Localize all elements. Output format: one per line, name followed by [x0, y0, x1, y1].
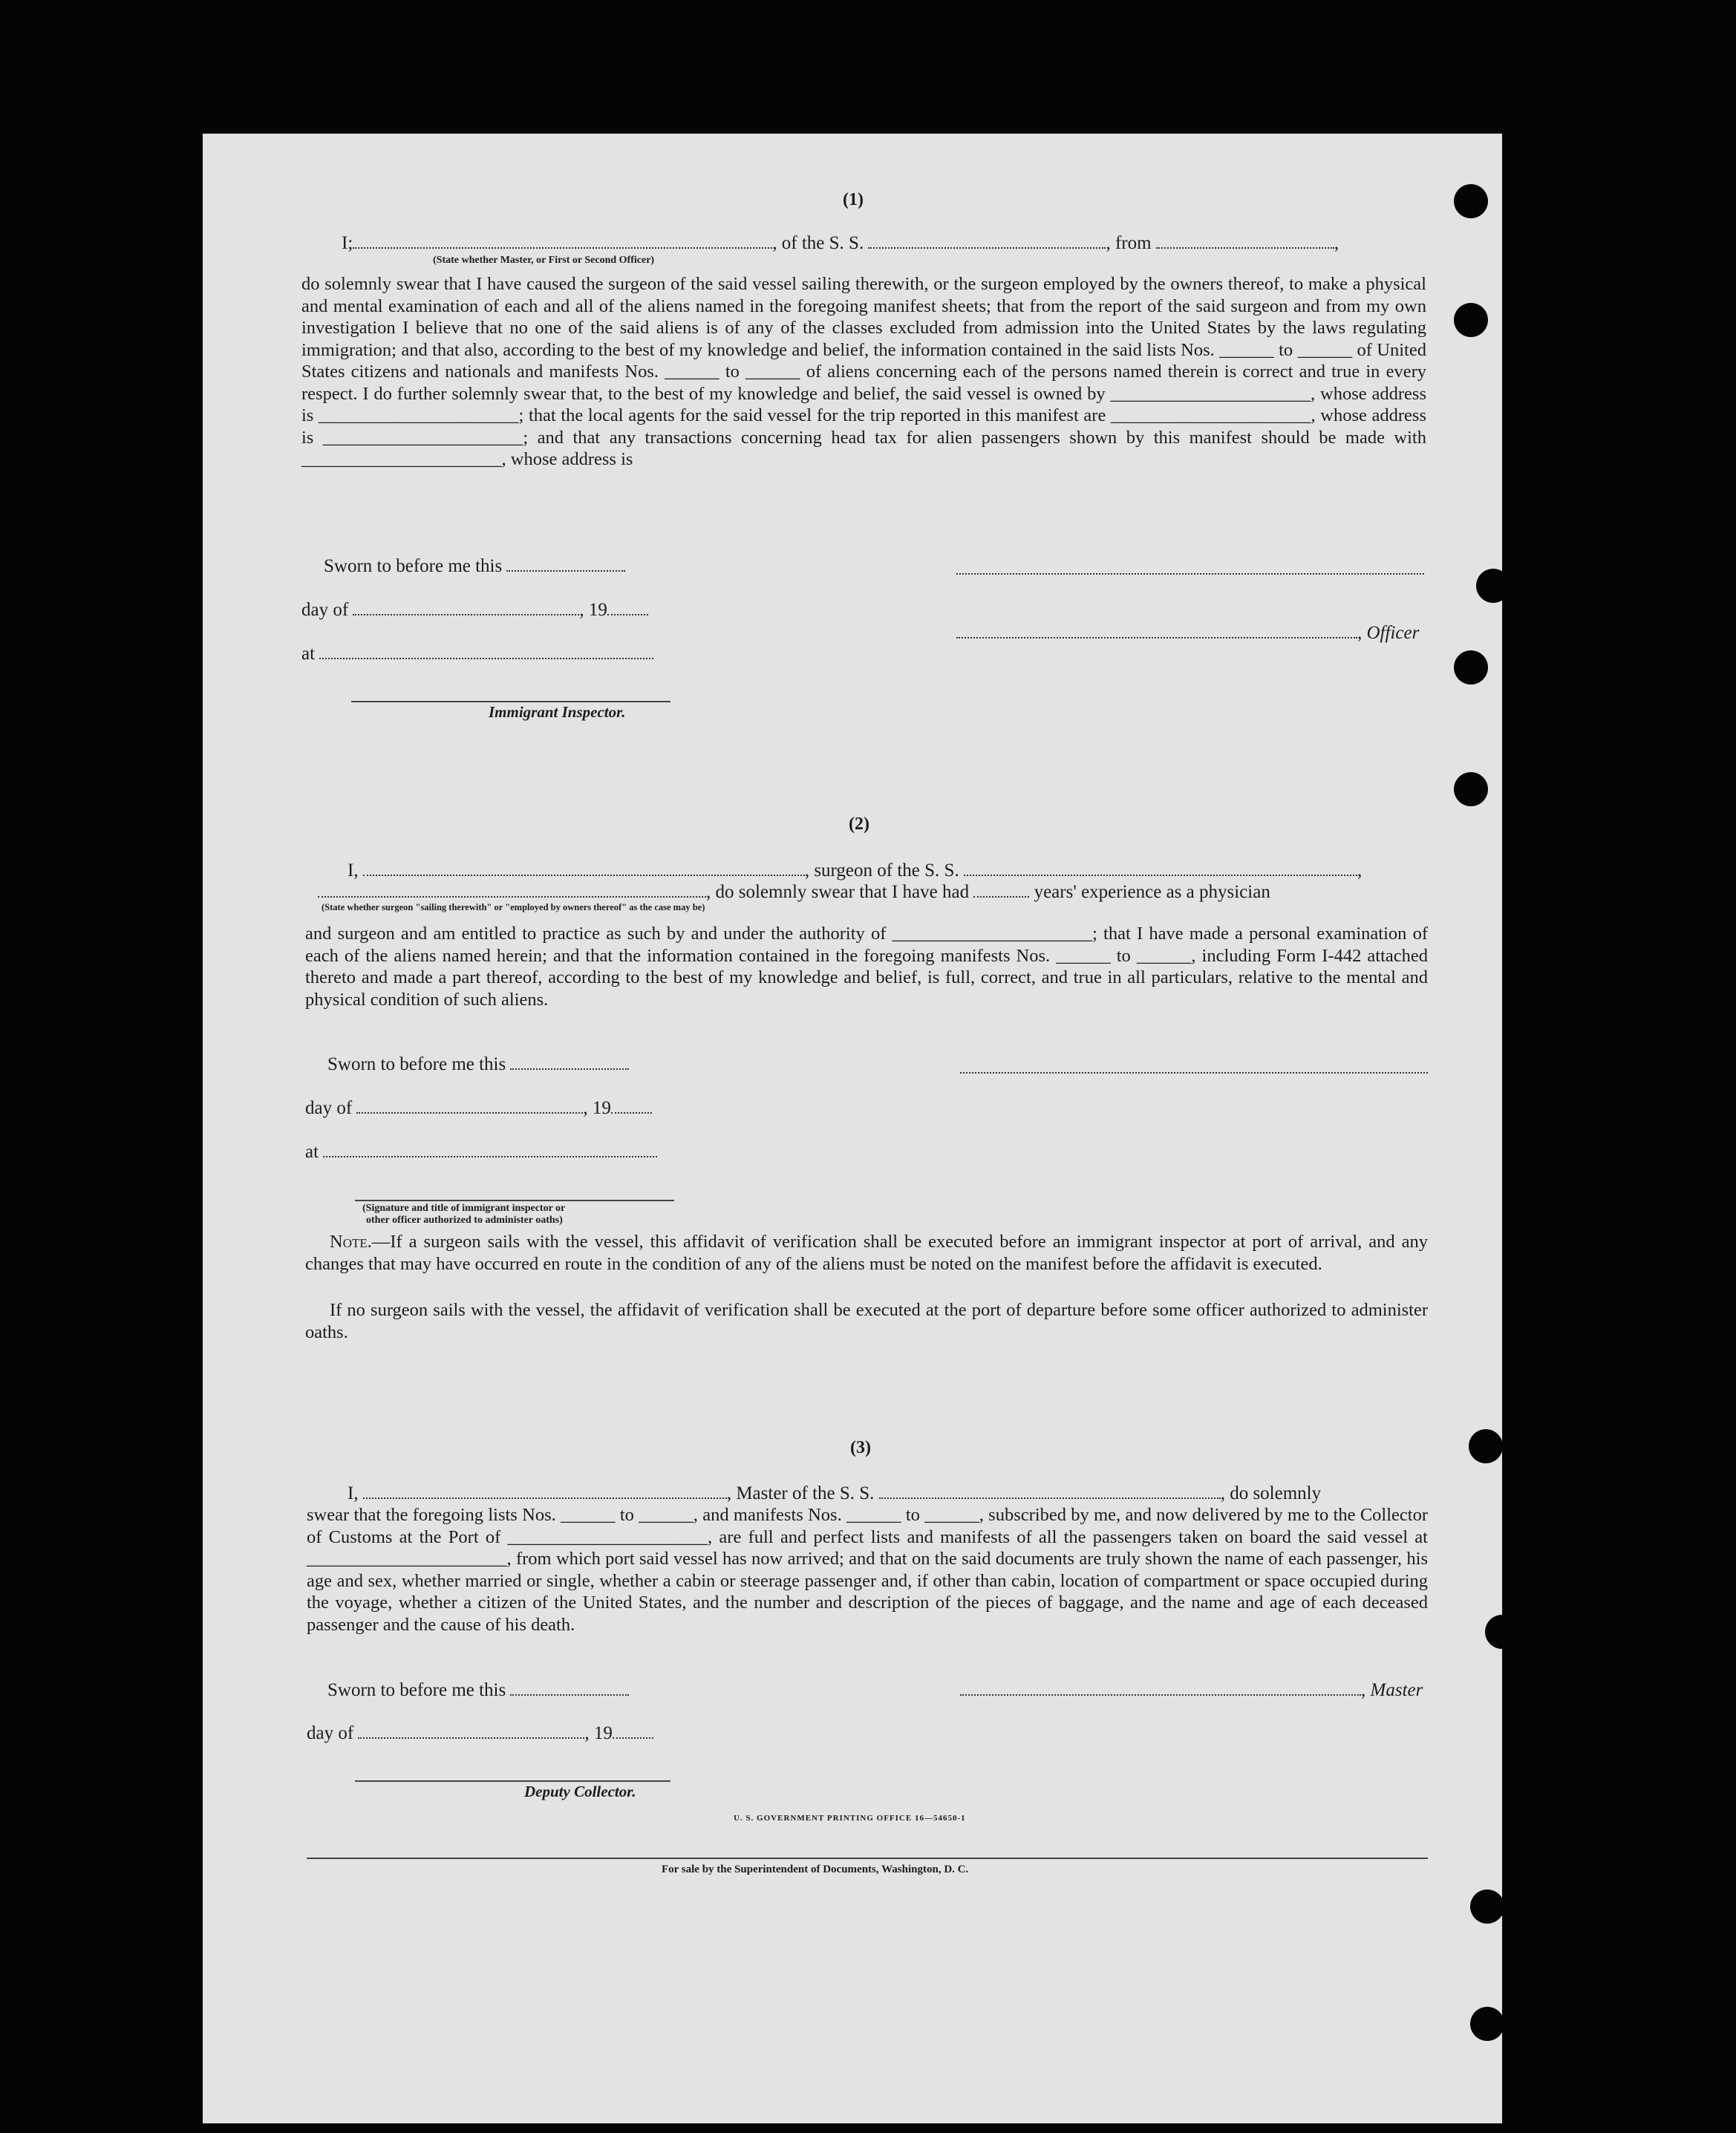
signature-caption-2: other officer authorized to administer oaths)	[366, 1215, 563, 1226]
note-text: —If a surgeon sails with the vessel, this affidavit of verification shall be executed before an immigrant inspector at port of arrival, and any changes that may have occurred en route in the condition of any of the aliens must be noted on the manifest before the affidavit is executed.	[305, 1232, 1428, 1274]
year-field-3[interactable]	[613, 1722, 653, 1739]
surgeon-ship-field[interactable]	[964, 860, 1357, 876]
signature-caption-1: (Signature and title of immigrant inspector or	[362, 1203, 566, 1214]
printing-office-imprint: U. S. GOVERNMENT PRINTING OFFICE 16—54650-1	[734, 1814, 966, 1823]
section-2-comma: ,	[1357, 860, 1363, 881]
section-3-sworn	[327, 1679, 629, 1701]
punch-hole	[1485, 1615, 1519, 1649]
section-1-sworn	[324, 555, 625, 577]
section-1-day-of	[301, 599, 648, 621]
place-field-2[interactable]	[323, 1141, 657, 1157]
section-2-number: (2)	[849, 814, 869, 834]
ship-name-field[interactable]	[868, 232, 1106, 249]
section-1-from: , from	[1106, 233, 1152, 253]
day-of-label-3: day of	[307, 1723, 354, 1743]
day-of-label: day of	[301, 600, 349, 620]
surgeon-status-field[interactable]	[318, 881, 706, 898]
master-signature-field[interactable]	[960, 1679, 1361, 1696]
section-1-officer	[956, 622, 1419, 644]
punch-hole	[1470, 1889, 1504, 1924]
year-field[interactable]	[607, 599, 648, 615]
section-2-caption: (State whether surgeon "sailing therewith" or "employed by owners thereof" as the case may be)	[322, 902, 705, 912]
punch-hole	[1454, 772, 1488, 806]
footer-text: For sale by the Superintendent of Documents, Washington, D. C.	[662, 1863, 969, 1875]
year-label-2: , 19	[583, 1098, 611, 1118]
surgeon-swear-label: , do solemnly swear that I have had	[706, 882, 970, 902]
years-experience-label: years' experience as a physician	[1034, 882, 1270, 902]
sworn-day-field[interactable]	[506, 555, 625, 572]
footer-rule	[307, 1858, 1428, 1859]
administrator-signature-line[interactable]	[355, 1200, 674, 1201]
day-of-label-2: day of	[305, 1098, 353, 1118]
collector-signature-line[interactable]	[355, 1780, 670, 1782]
section-3-day-of	[307, 1722, 653, 1744]
section-3-number: (3)	[850, 1438, 871, 1457]
sworn-label-3: Sworn to before me this	[327, 1680, 506, 1700]
section-3-body: swear that the foregoing lists Nos. ______ to ______, and manifests Nos. ______ to ______, subscribed by me, and now delivered by me to the Collector of Customs at the Port of ______________________, are full and perfect lists and manifests of all the passengers taken on board the said vessel at ______________________, from which port said vessel has now arrived; and that on the said documents are truly shown the name of each passenger, his age and sex, whether married or single, whether a cabin or steerage passenger and, if other than cabin, location of compartment or space occupied during the voyage, whether a citizen of the United States, and the number and description of the pieces of baggage, and the name and age of each deceased passenger and the cause of his death.	[307, 1505, 1428, 1635]
section-2-i: I,	[347, 860, 359, 881]
section-1-at	[301, 643, 653, 664]
master-of-label: , Master of the S. S.	[726, 1483, 875, 1503]
punch-hole	[1476, 569, 1510, 603]
year-label-3: , 19	[584, 1723, 613, 1743]
note-paragraph	[305, 1231, 1428, 1275]
section-3-i: I,	[347, 1483, 359, 1503]
section-1-body: do solemnly swear that I have caused the surgeon of the said vessel sailing therewith, or the surgeon employed by the owners thereof, to make a physical and mental examination of each and all of the aliens named in the foregoing manifest sheets; that from the report of the said surgeon and from my own investigation I believe that no one of the said aliens is of any of the classes excluded from admission into the United States by the laws regulating immigration; and that also, according to the best of my knowledge and belief, the information contained in the said lists Nos. ______ to ______ of United States citizens and nationals and manifests Nos. ______ to ______ of aliens concerning each of the persons named therein is correct and true in every respect. I do further solemnly swear that, to the best of my knowledge and belief, the said vessel is owned by ______________________, whose address is ______________________; that the local agents for the said vessel for the trip reported in this manifest are ______________________, whose address is ______________________; and that any transactions concerning head tax for alien passengers shown by this manifest should be made with ______________________, whose address is	[301, 274, 1426, 469]
section-1-line-1	[342, 232, 1339, 254]
punch-hole	[1454, 303, 1488, 337]
section-2-line-2	[318, 881, 1270, 903]
section-2-day-of	[305, 1097, 652, 1119]
month-field-2[interactable]	[356, 1097, 583, 1114]
officer-label: , Officer	[1357, 623, 1420, 643]
officer-name-field[interactable]	[956, 622, 1357, 638]
sworn-label: Sworn to before me this	[324, 556, 503, 576]
years-experience-field[interactable]	[973, 881, 1029, 898]
section-1-caption: (State whether Master, or First or Second Officer)	[433, 255, 655, 266]
section-1-i: I;	[342, 233, 353, 253]
section-2-sworn	[327, 1054, 629, 1075]
punch-hole	[1454, 184, 1488, 218]
sworn-label-2: Sworn to before me this	[327, 1054, 506, 1074]
note-paragraph-2: If no surgeon sails with the vessel, the affidavit of verification shall be executed at the port of departure before some officer authorized to administer oaths.	[305, 1300, 1428, 1342]
month-field-3[interactable]	[358, 1722, 584, 1739]
section-3-line-1	[347, 1483, 1321, 1504]
master-ship-field[interactable]	[879, 1483, 1221, 1499]
punch-hole	[1454, 650, 1488, 685]
officer-signature-line[interactable]	[956, 573, 1424, 575]
note-label: Note.	[330, 1232, 372, 1252]
sworn-day-field-2[interactable]	[510, 1054, 629, 1070]
year-field-2[interactable]	[611, 1097, 652, 1114]
immigrant-inspector-label: Immigrant Inspector.	[489, 703, 626, 721]
punch-hole	[1470, 2007, 1504, 2041]
manifest-page	[203, 134, 1502, 2123]
section-2-at	[305, 1141, 657, 1163]
departure-port-field[interactable]	[1156, 232, 1334, 249]
year-label: , 19	[579, 600, 607, 620]
surgeon-name-field[interactable]	[363, 860, 805, 876]
sworn-day-field-3[interactable]	[510, 1679, 629, 1696]
section-1-comma: ,	[1334, 233, 1339, 253]
place-field[interactable]	[319, 643, 653, 659]
section-2-line-1	[347, 860, 1362, 881]
section-1-number: (1)	[843, 190, 864, 209]
section-3-master	[960, 1679, 1423, 1701]
surgeon-of-label: , surgeon of the S. S.	[804, 860, 959, 881]
inspector-signature-line[interactable]	[351, 701, 670, 702]
section-1-of-ss: , of the S. S.	[772, 233, 864, 253]
punch-hole	[1469, 1429, 1503, 1463]
officer-rank-field[interactable]	[353, 232, 772, 249]
surgeon-signature-line[interactable]	[960, 1072, 1428, 1074]
master-name-field[interactable]	[363, 1483, 727, 1499]
section-2-body: and surgeon and am entitled to practice as such by and under the authority of ______________________; that I have made a personal examination of each of the aliens named herein; and that the information contained in the foregoing manifests Nos. ______ to ______, including Form I-442 attached thereto and made a part thereof, according to the best of my knowledge and belief, is full, correct, and true in all particulars, relative to the mental and physical condition of such aliens.	[305, 924, 1428, 1010]
do-solemnly-label: , do solemnly	[1220, 1483, 1322, 1503]
at-label: at	[301, 644, 316, 664]
master-label: , Master	[1361, 1680, 1423, 1700]
deputy-collector-label: Deputy Collector.	[524, 1783, 636, 1800]
month-field[interactable]	[353, 599, 579, 615]
bleed-through-text	[619, 505, 761, 525]
at-label-2: at	[305, 1142, 319, 1162]
